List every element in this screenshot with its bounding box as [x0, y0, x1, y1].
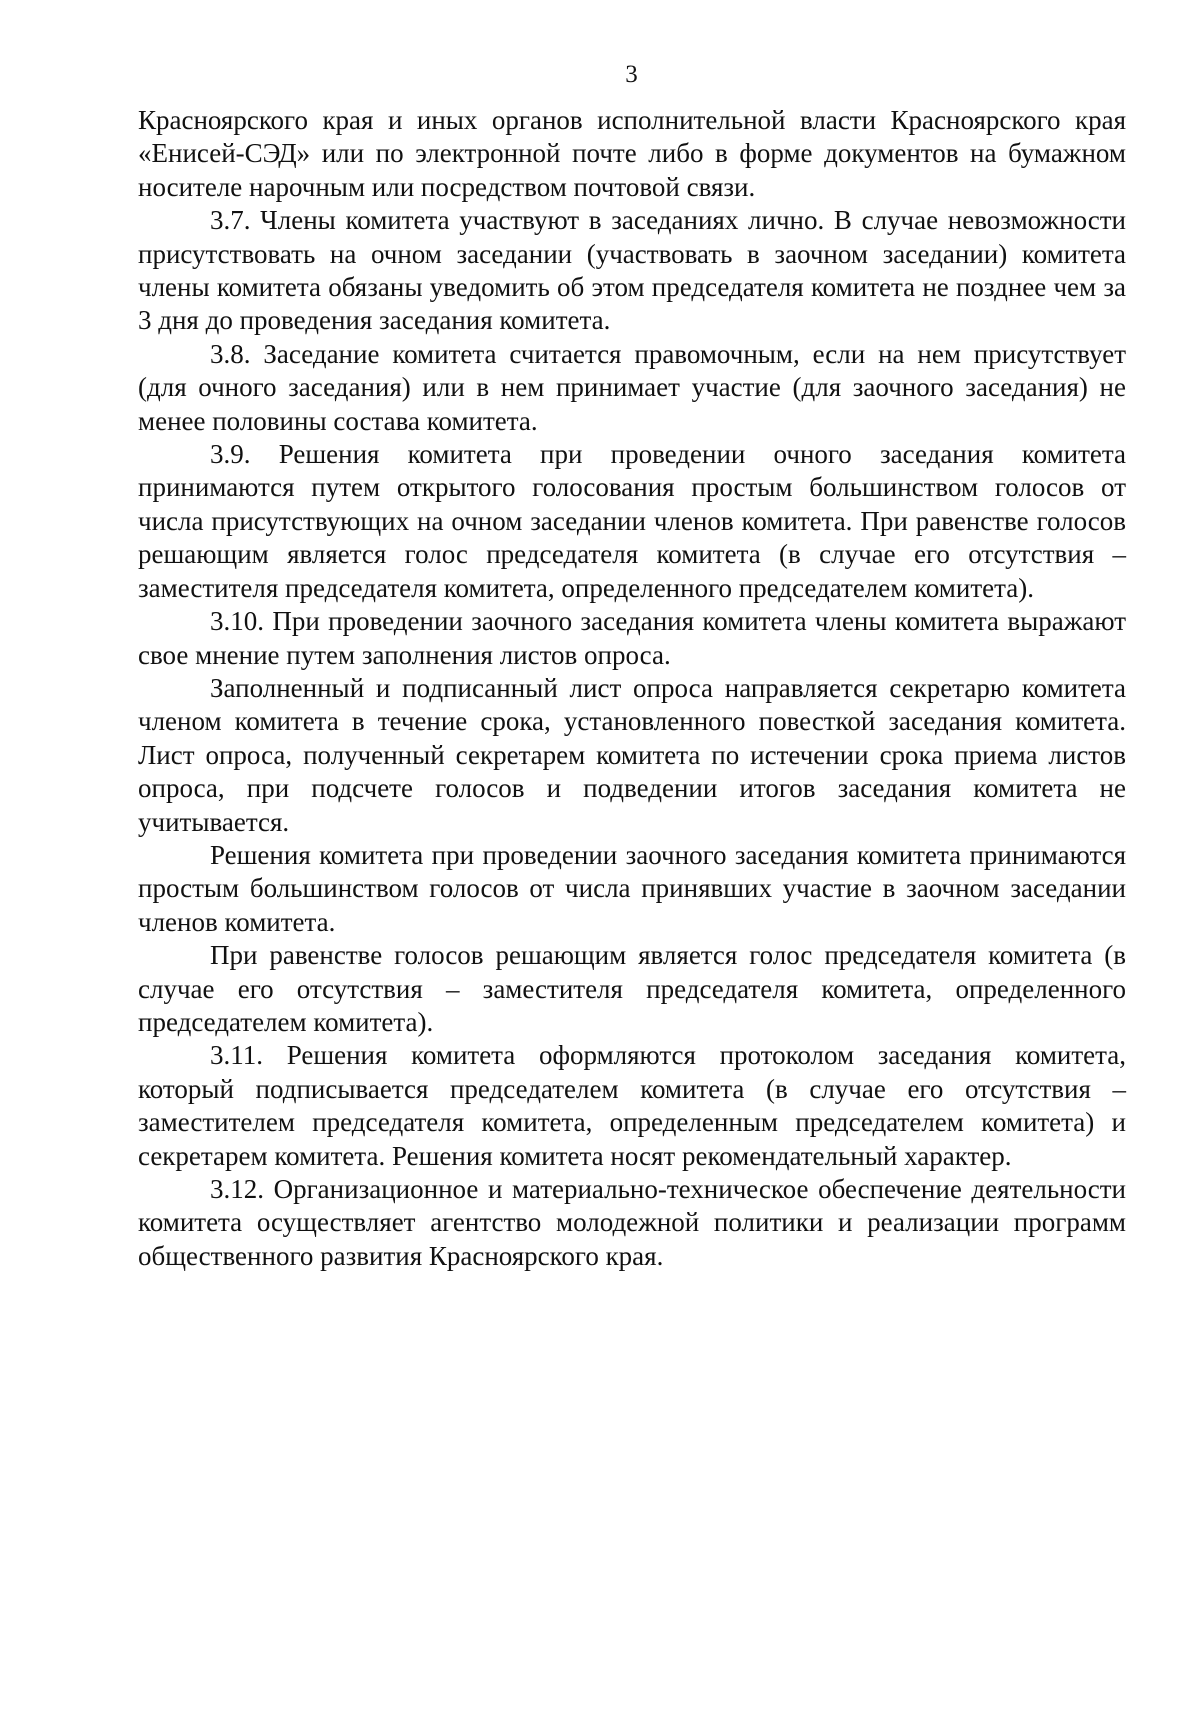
paragraph-3-12: 3.12. Организационное и материально-техническое обеспечение деятельности комитета осуществляет агентство молодежной политики и реализации программ общественного развития Красноярского края. [138, 1174, 1126, 1271]
paragraph-tie-vote: При равенстве голосов решающим является голос председателя комитета (в случае его отсутствия – заместителя председателя комитета, определенного председателем комитета). [138, 940, 1126, 1037]
paragraph-continuation: Красноярского края и иных органов исполнительной власти Красноярского края «Енисей-СЭД» или по электронной почте либо в форме документов на бумажном носителе нарочным или посредством почтовой связи. [138, 105, 1126, 202]
document-body [138, 104, 1126, 1273]
page-number: 3 [625, 61, 638, 88]
paragraph-3-9: 3.9. Решения комитета при проведении очного заседания комитета принимаются путем открытого голосования простым большинством голосов от числа присутствующих на очном заседании членов комитета. При равенстве голосов решающим является голос председателя комитета (в случае его отсутствия – заместителя председателя комитета, определенного председателем комитета). [138, 439, 1126, 603]
paragraph-3-10: 3.10. При проведении заочного заседания комитета члены комитета выражают свое мнение путем заполнения листов опроса. [138, 606, 1126, 670]
paragraph-survey-sheet: Заполненный и подписанный лист опроса направляется секретарю комитета членом комитета в течение срока, установленного повесткой заседания комитета. Лист опроса, полученный секретарем комитета по истечении срока приема листов опроса, при подсчете голосов и подведении итогов заседания комитета не учитывается. [138, 672, 1126, 837]
paragraph-absentee-decisions: Решения комитета при проведении заочного заседания комитета принимаются простым большинством голосов от числа принявших участие в заочном заседании членов комитета. [138, 839, 1126, 937]
paragraph-3-11: 3.11. Решения комитета оформляются протоколом заседания комитета, который подписывается председателем комитета (в случае его отсутствия – заместителем председателя комитета, определенным председателем комитета) и секретарем комитета. Решения комитета носят рекомендательный характер. [138, 1040, 1126, 1171]
paragraph-3-7: 3.7. Члены комитета участвуют в заседаниях лично. В случае невозможности присутствовать на очном заседании (участвовать в заочном заседании) комитета члены комитета обязаны уведомить об этом председателя комитета не позднее чем за 3 дня до проведения заседания комитета. [138, 205, 1126, 336]
paragraph-3-8: 3.8. Заседание комитета считается правомочным, если на нем присутствует (для очного заседания) или в нем принимает участие (для заочного заседания) не менее половины состава комитета. [138, 338, 1126, 436]
